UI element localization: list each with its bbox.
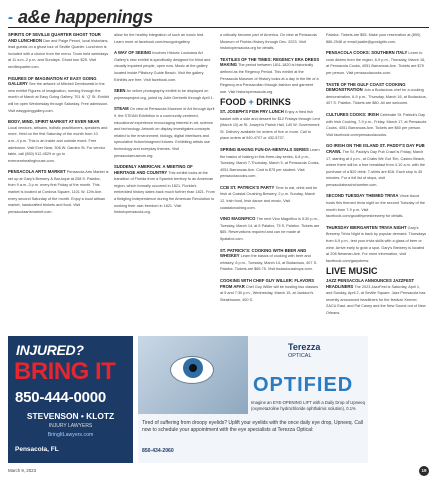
header-dash: -	[8, 9, 13, 26]
optical-ad[interactable]	[138, 336, 368, 463]
section-heading-plus: +	[248, 97, 254, 108]
column-1	[8, 32, 109, 332]
event-listing	[8, 32, 109, 71]
event-description: Learn the basics of cooking with beer and whiskey, 6 p.m., Tuesday, March 14, at Bodacious, 407 S. Palafox. Tickets are $65.75. Visit bodaciousshops.com.	[220, 254, 318, 272]
ad-phone-number[interactable]: 850-434-2060	[142, 448, 174, 454]
event-title: SEEN	[114, 88, 126, 94]
event-title: ST. JOSEPH'S FISH FRY LUNCH	[220, 108, 284, 114]
event-description: An online photography exhibit to be displayed on pnjnewsproject.org, juried by Julie Gerberth through April 1.	[114, 89, 214, 100]
event-description: allow for the healthy integration of such an iconic bird. Learn more at facebook.com/escogoingallery.	[114, 33, 205, 44]
event-listing	[8, 169, 109, 215]
event-title: PENSACOLA ARTS MARKET	[8, 169, 66, 175]
event-listing	[326, 112, 427, 138]
event-title: PENSACOLA COOKS: SOUTHERN ITALY	[326, 50, 408, 56]
ad-brand-name: Terezza	[288, 342, 321, 352]
event-listing	[220, 185, 321, 211]
section-heading	[326, 266, 427, 277]
event-description: On view at Pensacola Museum of Art through April 9, the STEAM Exhibition is a community-centered, educational experience encouraging interest in art, science and technology. Artwork on display investigates concepts related to the environment, biology, digital interfaces and speculative fiction/imagined futures. Exhibiting artists use technology and everyday themes. Visit pensacolamuseum.org.	[114, 107, 215, 158]
section-heading-text: FOOD	[220, 97, 246, 108]
event-description: a critically become part of America. On view at Pensacola Museum of Florida History through Dec. 2023. Visit historicpensacola.org for details.	[220, 33, 317, 51]
event-description: This exhibit looks at the transition of Florida from a Spanish territory to an American region, which formally occurred in 1821. Florida's embedded history dates back much further than 1821. From a fledgling independence during the American Revolution to working their own freedom in 1821. Visit historicpensacola.org.	[114, 170, 215, 215]
event-listing	[8, 119, 109, 164]
event-listing	[114, 32, 215, 45]
event-listing	[114, 164, 215, 216]
ad-body-text: Tired of suffering from droopy eyelids? Uplift your eyelids with the once daily eye drop, Upneeq. Call now to schedule your appointment with the eye specialists at Terezza Optical:	[142, 420, 363, 433]
column-2	[114, 32, 215, 332]
event-description: Palafox. Tickets are $55. Make your reservation at (850) 886-2948 or email jwaite@goodgrits.com.	[326, 33, 421, 44]
column-4	[326, 32, 427, 332]
ad-firm-tagline: INJURY LAWYERS	[48, 423, 93, 429]
event-description: Time to eat, drink and be Irish at Coastal Crushing Brewery, 2 p.m. Sunday, March 12. Irish food, Irish dance and music. Visit coastalcrushing.com.	[220, 185, 318, 210]
event-title: THURSDAY BIERGARTEN TRIVIA NIGHT	[326, 224, 407, 230]
ad-eye-photo	[138, 336, 248, 414]
event-description: Involves Historic Louisiana Art Gallery's new exhibit is specifically designed for blind and visually impaired people, open now. Music at the gallery located inside Pillsbury Guide Beach. Visit the gallery. Exhibits are free. Visit facebook.com.	[114, 51, 211, 82]
event-title: TASTE OF THE GULF COAST COOKING DEMONSTRATION	[326, 81, 406, 93]
event-listing	[220, 248, 321, 273]
event-listing	[114, 88, 215, 101]
event-description: See the artwork of Mitchell Dembowski in the new exhibit Figures of Imagination, running through the month of March at Easy Going Gallery, 701 N. 'Q' St. Exhibit will be open Wednesday through Saturday. Free admission. Visit easygoinggallery.com.	[8, 82, 109, 113]
event-listing	[326, 278, 427, 317]
issue-date: March 9, 2023	[8, 468, 37, 473]
event-listing	[220, 57, 321, 96]
event-title: A WAY OF SEEING	[114, 50, 152, 56]
event-listing	[326, 143, 427, 188]
ad-city: Pensacola, FL	[15, 446, 59, 453]
event-description: The period between 1811-1820 is historically defined as the Regency Period. This exhibit at the Pensacola Museum of History looks at a day in the life of a Regency-era Pensacolian through fashion and garment use. Visit historicpensacola.org.	[220, 63, 319, 94]
event-title: STEAM	[114, 106, 129, 112]
event-listing	[326, 225, 427, 265]
event-title: VINO MAGNIFICO	[220, 216, 256, 222]
ad-firm-name: STEVENSON • KLOTZ	[26, 411, 115, 421]
event-title: CULTURES COOKS: IRISH	[326, 111, 379, 117]
event-description: Learn the basics of baking in this three-day series, 6-8 p.m., Tuesday, March 7-Thursday, March 9, at Pensacola Cooks, 4051 Barrancas Ave. Cost is $75 per student. Visit pensacolacooks.com.	[220, 147, 320, 179]
event-description: The 2023 JazzFest is Saturday, April 1, and Sunday, April 2, at Seville Square. Jazz Pensacola has recently announced headliners for the festival: Kenner, ZACU East, and Pat Casey and the New Sound out of New Orleans.	[326, 284, 426, 315]
event-listing	[114, 50, 215, 83]
ad-bring-it-headline: BRING IT	[14, 358, 116, 385]
section-header	[8, 6, 429, 28]
event-description: Celebrate St. Patrick's Day with Irish Cooking, 7-9 p.m., Friday, March 17, at Pensacola Cooks, 4051 Barrancas Ave. Tickets are $60 per person. Visit facebook.com/pensacolacooks.	[326, 112, 427, 137]
ad-injured-headline: INJURED?	[16, 342, 84, 358]
event-title: SUDDENLY AMERICAN: A MEETING OF HERITAGE AND COUNTRY	[114, 164, 193, 175]
event-listing	[220, 216, 321, 242]
listings-columns	[8, 32, 429, 332]
event-title: BODY, MIND, SPIRIT MARKET AT EVER NEAR	[8, 119, 100, 125]
event-description: Vince Ascot hosts this themed trivia night on the second Tuesday of the month from 7-9 p.m. Visit facebook.com/goodthymesbrewery for details.	[326, 194, 425, 219]
event-title: TEXTILES OF THE TIMES: REGENCY ERA DRESS MAKING	[220, 56, 320, 68]
event-listing	[326, 32, 427, 45]
event-listing	[220, 32, 321, 52]
event-description: Gary's Brewery Trivia Night is back by popular demand. Thursdays from 6-9 p.m., test your trivia skills with a glass of beer or wine. Arrive early to grab a spot. Gary's Brewery is located at 208 Newman Ave. For more information, visit facebook.com/garysbrew.	[326, 225, 427, 263]
event-description: The next Vino Magnifico is 5:30 p.m., Tuesday, March 14, at 5 Palafox, 75 S. Palafox. Tickets are $65. Reservations required and can be made at 5palafox.com.	[220, 217, 320, 242]
event-description: Enjoy a fried fish basket with a side and dessert for $12 Fridays through Lent (March 10) at St. Joseph's Parish Hall, 140 W. Government St. Delivery available for orders of five or more. Call to place orders at 940-4707 or 432-5737.	[220, 109, 320, 141]
event-description: Local vendors, artisans, holistic practitioners, speakers and more. Held on the first Saturday of the month from 10 a.m.-4 p.m. This is an inside and outside event. Free admission. Visit Ever Near, 306 W. Garden St. For vendor table, call (850) 912-4529 or go to evernearhealinghouse.com.	[8, 125, 108, 163]
event-title: SECOND TUESDAY THEMED TRIVIA	[326, 193, 399, 199]
event-description: The St. Paddy's Day Pub Crawl is Friday, March 17, starting at 4 p.m., at Crabs We Got 'Em, Casino Beach, where there will be a free breakfast from 4-10 a.m. with the purchase of a $20 drink. T-shirts are $18. Each stop is 45 minutes. For a full list of stops, visit pensacolabeachchamber.com.	[326, 149, 426, 187]
page-footer	[8, 466, 429, 478]
page-number: 19	[419, 466, 429, 476]
event-listing	[326, 82, 427, 107]
section-heading	[220, 97, 321, 108]
ad-imagine-text: Imagine an EYE-OPENING LIFT with a Daily Drop of Upneeq (oxymetazoline hydrochloride ophthalmic solution), 0.1%	[251, 400, 365, 411]
event-description: Chef Guy Willer will be hosting two classes at 5 and 7:30 p.m., Wednesday, March 15, at Jackson's Steakhouse, 400 S.	[220, 284, 318, 302]
ad-brand-subtitle: OPTICAL	[288, 353, 312, 359]
event-title: GO IRISH ON THE ISLAND ST. PADDY'S DAY PUB CRAWL	[326, 143, 425, 154]
event-listing	[114, 106, 215, 159]
event-listing	[326, 193, 427, 219]
section-title: a&e happenings	[18, 7, 153, 27]
ad-website-link[interactable]: BringItLawyers.com	[47, 432, 94, 438]
event-listing	[8, 76, 109, 115]
section-heading-text: LIVE MUSIC	[326, 266, 378, 277]
event-title: SPIRITS OF SEVILLE QUARTER GHOST TOUR AND LUNCHEON	[8, 32, 101, 43]
event-description: Dan and Paige Peroni, local historians, lead guests on a ghost tour of Seville Quarter. Luncheon is included with a choice from the menu. Tours held weekdays at 11 a.m.-2 p.m. and Sundays. Ghost tour $25. Visit sevillequarter.com.	[8, 38, 109, 69]
pupil-shape	[189, 364, 197, 372]
event-description: Learn to cook dishes from the region, 6-9 p.m., Thursday, March 16, at Pensacola Cooks, 4051 Barrancas Ave. Tickets are $75 per person. Visit pensacolacooks.com.	[326, 51, 426, 75]
section-heading-text: DRINKS	[256, 97, 291, 108]
event-listing	[220, 278, 321, 303]
event-title: COOKING WITH CHEF GUY WILLER: FLAVORS FROM AFAR	[220, 278, 315, 289]
event-description: Join a Bodacious chef for a cooking demonstration, 6-9 p.m., Thursday, March 16, at Bodacious, 407 S. Palafox. Tickets are $80. All are welcome.	[326, 88, 427, 106]
injury-lawyer-ad[interactable]	[8, 336, 133, 463]
event-title: ST. PATRICK'S: COOKING WITH BEER AND WHISKEY	[220, 247, 307, 259]
event-title: CCB ST. PATRICK'S PARTY	[220, 184, 275, 190]
event-listing	[220, 109, 321, 142]
column-3	[220, 32, 321, 332]
ad-phone-number[interactable]: 850-444-0000	[15, 389, 107, 406]
ad-optified-logo: OPTIFIED	[253, 374, 354, 396]
event-listing	[220, 147, 321, 180]
event-listing	[326, 50, 427, 76]
event-title: JAZZ PENSACOLA ANNOUNCES JAZZFEST HEADLINERS	[326, 278, 415, 289]
event-title: SPRING BAKING FUN-DA-MENTALS SERIES	[220, 146, 309, 152]
event-description: Pensacola Arts Market is set up at Gary's Brewery & Bar-bque at 208 S. Palafox, from 9 a.m.-3 p.m. every first Friday of the month. This market is located at Cordova Square, 1101 W. 12th Ave. every second Saturday of the month. Enjoy a local artisan market, handcrafted trinkets and food. Visit pensacolaartsmarket.com.	[8, 170, 109, 214]
event-title: FIGURES OF IMAGINATION AT EASY GOING GALLERY	[8, 75, 97, 87]
